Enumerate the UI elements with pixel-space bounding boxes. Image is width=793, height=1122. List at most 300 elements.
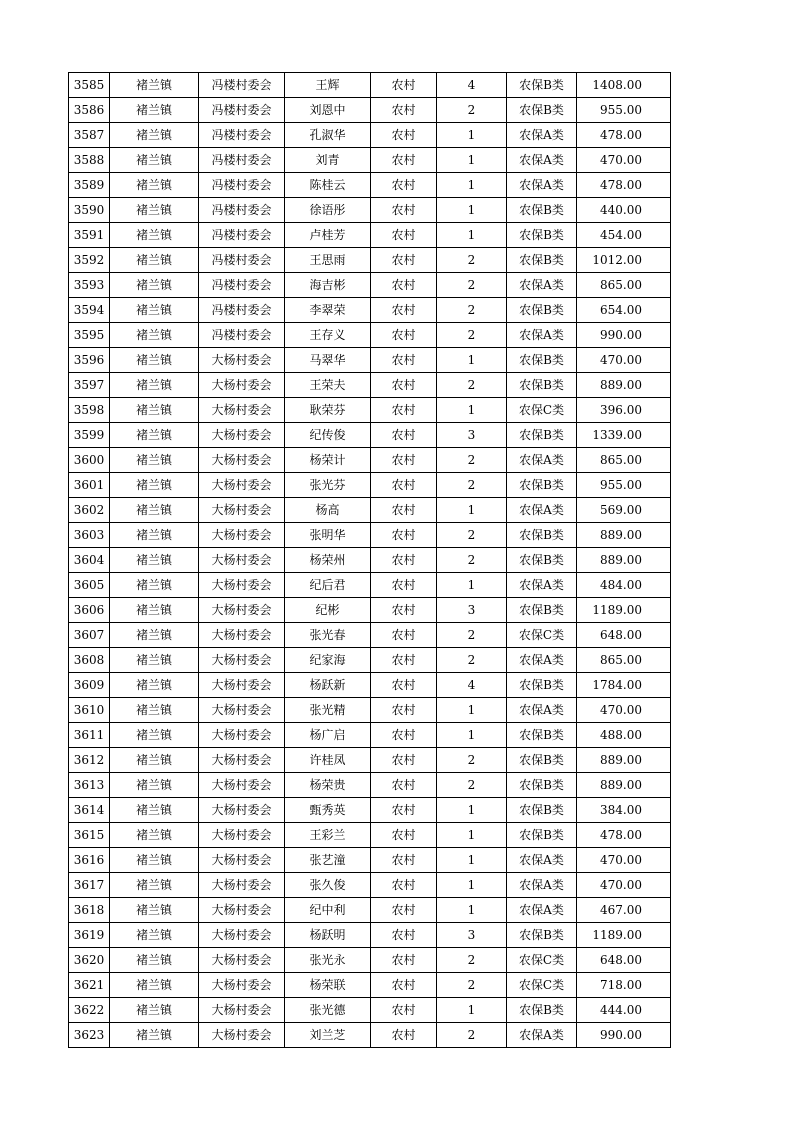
village-committee-cell: 冯楼村委会 xyxy=(199,123,285,148)
insurance-category-cell: 农保A类 xyxy=(507,898,577,923)
serial-number-cell: 3593 xyxy=(69,273,110,298)
household-size-cell: 1 xyxy=(437,823,507,848)
table-row xyxy=(69,148,671,173)
serial-number-cell: 3598 xyxy=(69,398,110,423)
table-row xyxy=(69,398,671,423)
name-cell: 王荣夫 xyxy=(285,373,371,398)
table-row xyxy=(69,623,671,648)
records-table-body xyxy=(69,73,671,1048)
insurance-category-cell: 农保B类 xyxy=(507,73,577,98)
insurance-category-cell: 农保B类 xyxy=(507,223,577,248)
village-committee-cell: 冯楼村委会 xyxy=(199,223,285,248)
town-cell: 褚兰镇 xyxy=(110,748,199,773)
name-cell: 刘青 xyxy=(285,148,371,173)
town-cell: 褚兰镇 xyxy=(110,373,199,398)
table-row xyxy=(69,523,671,548)
household-size-cell: 2 xyxy=(437,748,507,773)
household-size-cell: 4 xyxy=(437,673,507,698)
amount-cell: 467.00 xyxy=(577,898,671,923)
insurance-category-cell: 农保B类 xyxy=(507,998,577,1023)
table-row xyxy=(69,673,671,698)
table-row xyxy=(69,298,671,323)
name-cell: 张光芬 xyxy=(285,473,371,498)
insurance-category-cell: 农保C类 xyxy=(507,398,577,423)
residence-type-cell: 农村 xyxy=(371,748,437,773)
town-cell: 褚兰镇 xyxy=(110,448,199,473)
name-cell: 纪后君 xyxy=(285,573,371,598)
town-cell: 褚兰镇 xyxy=(110,1023,199,1048)
name-cell: 杨荣州 xyxy=(285,548,371,573)
town-cell: 褚兰镇 xyxy=(110,573,199,598)
insurance-category-cell: 农保C类 xyxy=(507,948,577,973)
name-cell: 张光春 xyxy=(285,623,371,648)
serial-number-cell: 3603 xyxy=(69,523,110,548)
name-cell: 杨跃新 xyxy=(285,673,371,698)
household-size-cell: 1 xyxy=(437,173,507,198)
town-cell: 褚兰镇 xyxy=(110,548,199,573)
village-committee-cell: 大杨村委会 xyxy=(199,698,285,723)
name-cell: 刘兰芝 xyxy=(285,1023,371,1048)
name-cell: 刘恩中 xyxy=(285,98,371,123)
household-size-cell: 2 xyxy=(437,648,507,673)
table-row xyxy=(69,98,671,123)
insurance-category-cell: 农保B类 xyxy=(507,748,577,773)
amount-cell: 444.00 xyxy=(577,998,671,1023)
table-row xyxy=(69,198,671,223)
serial-number-cell: 3590 xyxy=(69,198,110,223)
table-row xyxy=(69,773,671,798)
amount-cell: 990.00 xyxy=(577,1023,671,1048)
name-cell: 孔淑华 xyxy=(285,123,371,148)
amount-cell: 1189.00 xyxy=(577,598,671,623)
residence-type-cell: 农村 xyxy=(371,623,437,648)
name-cell: 纪传俊 xyxy=(285,423,371,448)
name-cell: 王存义 xyxy=(285,323,371,348)
amount-cell: 654.00 xyxy=(577,298,671,323)
town-cell: 褚兰镇 xyxy=(110,98,199,123)
serial-number-cell: 3622 xyxy=(69,998,110,1023)
village-committee-cell: 大杨村委会 xyxy=(199,723,285,748)
insurance-category-cell: 农保A类 xyxy=(507,1023,577,1048)
town-cell: 褚兰镇 xyxy=(110,923,199,948)
household-size-cell: 2 xyxy=(437,273,507,298)
name-cell: 杨荣联 xyxy=(285,973,371,998)
residence-type-cell: 农村 xyxy=(371,323,437,348)
insurance-category-cell: 农保B类 xyxy=(507,523,577,548)
amount-cell: 889.00 xyxy=(577,773,671,798)
amount-cell: 1012.00 xyxy=(577,248,671,273)
residence-type-cell: 农村 xyxy=(371,998,437,1023)
serial-number-cell: 3591 xyxy=(69,223,110,248)
insurance-category-cell: 农保A类 xyxy=(507,148,577,173)
table-row xyxy=(69,648,671,673)
insurance-category-cell: 农保B类 xyxy=(507,198,577,223)
village-committee-cell: 冯楼村委会 xyxy=(199,273,285,298)
amount-cell: 470.00 xyxy=(577,698,671,723)
name-cell: 王彩兰 xyxy=(285,823,371,848)
table-row xyxy=(69,498,671,523)
residence-type-cell: 农村 xyxy=(371,398,437,423)
amount-cell: 889.00 xyxy=(577,523,671,548)
town-cell: 褚兰镇 xyxy=(110,298,199,323)
name-cell: 杨荣计 xyxy=(285,448,371,473)
serial-number-cell: 3586 xyxy=(69,98,110,123)
table-row xyxy=(69,848,671,873)
village-committee-cell: 大杨村委会 xyxy=(199,998,285,1023)
amount-cell: 488.00 xyxy=(577,723,671,748)
household-size-cell: 1 xyxy=(437,148,507,173)
residence-type-cell: 农村 xyxy=(371,973,437,998)
insurance-category-cell: 农保B类 xyxy=(507,923,577,948)
household-size-cell: 2 xyxy=(437,973,507,998)
village-committee-cell: 冯楼村委会 xyxy=(199,98,285,123)
village-committee-cell: 大杨村委会 xyxy=(199,573,285,598)
amount-cell: 718.00 xyxy=(577,973,671,998)
town-cell: 褚兰镇 xyxy=(110,948,199,973)
village-committee-cell: 大杨村委会 xyxy=(199,498,285,523)
insurance-category-cell: 农保B类 xyxy=(507,248,577,273)
household-size-cell: 2 xyxy=(437,323,507,348)
village-committee-cell: 大杨村委会 xyxy=(199,748,285,773)
residence-type-cell: 农村 xyxy=(371,73,437,98)
household-size-cell: 2 xyxy=(437,448,507,473)
name-cell: 张久俊 xyxy=(285,873,371,898)
village-committee-cell: 大杨村委会 xyxy=(199,348,285,373)
household-size-cell: 2 xyxy=(437,948,507,973)
household-size-cell: 1 xyxy=(437,698,507,723)
town-cell: 褚兰镇 xyxy=(110,648,199,673)
household-size-cell: 1 xyxy=(437,123,507,148)
table-row xyxy=(69,948,671,973)
serial-number-cell: 3587 xyxy=(69,123,110,148)
village-committee-cell: 大杨村委会 xyxy=(199,423,285,448)
village-committee-cell: 大杨村委会 xyxy=(199,448,285,473)
name-cell: 杨广启 xyxy=(285,723,371,748)
amount-cell: 955.00 xyxy=(577,98,671,123)
serial-number-cell: 3600 xyxy=(69,448,110,473)
name-cell: 陈桂云 xyxy=(285,173,371,198)
residence-type-cell: 农村 xyxy=(371,473,437,498)
town-cell: 褚兰镇 xyxy=(110,398,199,423)
residence-type-cell: 农村 xyxy=(371,773,437,798)
residence-type-cell: 农村 xyxy=(371,198,437,223)
residence-type-cell: 农村 xyxy=(371,823,437,848)
amount-cell: 889.00 xyxy=(577,748,671,773)
name-cell: 马翠华 xyxy=(285,348,371,373)
name-cell: 王思雨 xyxy=(285,248,371,273)
serial-number-cell: 3599 xyxy=(69,423,110,448)
serial-number-cell: 3621 xyxy=(69,973,110,998)
household-size-cell: 1 xyxy=(437,498,507,523)
table-row xyxy=(69,873,671,898)
household-size-cell: 1 xyxy=(437,198,507,223)
residence-type-cell: 农村 xyxy=(371,173,437,198)
amount-cell: 889.00 xyxy=(577,548,671,573)
insurance-category-cell: 农保A类 xyxy=(507,648,577,673)
table-row xyxy=(69,598,671,623)
table-row xyxy=(69,798,671,823)
amount-cell: 1189.00 xyxy=(577,923,671,948)
residence-type-cell: 农村 xyxy=(371,348,437,373)
serial-number-cell: 3597 xyxy=(69,373,110,398)
name-cell: 徐语彤 xyxy=(285,198,371,223)
serial-number-cell: 3611 xyxy=(69,723,110,748)
household-size-cell: 2 xyxy=(437,298,507,323)
residence-type-cell: 农村 xyxy=(371,548,437,573)
table-row xyxy=(69,123,671,148)
village-committee-cell: 大杨村委会 xyxy=(199,848,285,873)
insurance-category-cell: 农保B类 xyxy=(507,373,577,398)
village-committee-cell: 大杨村委会 xyxy=(199,373,285,398)
village-committee-cell: 冯楼村委会 xyxy=(199,73,285,98)
amount-cell: 478.00 xyxy=(577,123,671,148)
serial-number-cell: 3617 xyxy=(69,873,110,898)
insurance-category-cell: 农保A类 xyxy=(507,123,577,148)
table-row xyxy=(69,998,671,1023)
table-row xyxy=(69,448,671,473)
residence-type-cell: 农村 xyxy=(371,698,437,723)
amount-cell: 396.00 xyxy=(577,398,671,423)
town-cell: 褚兰镇 xyxy=(110,123,199,148)
amount-cell: 889.00 xyxy=(577,373,671,398)
town-cell: 褚兰镇 xyxy=(110,848,199,873)
serial-number-cell: 3594 xyxy=(69,298,110,323)
amount-cell: 470.00 xyxy=(577,848,671,873)
name-cell: 张光精 xyxy=(285,698,371,723)
household-size-cell: 1 xyxy=(437,798,507,823)
insurance-category-cell: 农保C类 xyxy=(507,973,577,998)
residence-type-cell: 农村 xyxy=(371,873,437,898)
village-committee-cell: 大杨村委会 xyxy=(199,823,285,848)
table-row xyxy=(69,473,671,498)
town-cell: 褚兰镇 xyxy=(110,723,199,748)
table-row xyxy=(69,348,671,373)
amount-cell: 440.00 xyxy=(577,198,671,223)
insurance-category-cell: 农保A类 xyxy=(507,448,577,473)
household-size-cell: 1 xyxy=(437,898,507,923)
table-row xyxy=(69,323,671,348)
residence-type-cell: 农村 xyxy=(371,898,437,923)
household-size-cell: 3 xyxy=(437,423,507,448)
table-row xyxy=(69,698,671,723)
serial-number-cell: 3620 xyxy=(69,948,110,973)
village-committee-cell: 大杨村委会 xyxy=(199,623,285,648)
serial-number-cell: 3606 xyxy=(69,598,110,623)
insurance-category-cell: 农保A类 xyxy=(507,848,577,873)
insurance-category-cell: 农保A类 xyxy=(507,873,577,898)
insurance-category-cell: 农保B类 xyxy=(507,348,577,373)
insurance-category-cell: 农保B类 xyxy=(507,598,577,623)
residence-type-cell: 农村 xyxy=(371,648,437,673)
table-row xyxy=(69,823,671,848)
insurance-category-cell: 农保B类 xyxy=(507,823,577,848)
residence-type-cell: 农村 xyxy=(371,498,437,523)
table-row xyxy=(69,423,671,448)
town-cell: 褚兰镇 xyxy=(110,673,199,698)
serial-number-cell: 3607 xyxy=(69,623,110,648)
residence-type-cell: 农村 xyxy=(371,298,437,323)
residence-type-cell: 农村 xyxy=(371,373,437,398)
serial-number-cell: 3585 xyxy=(69,73,110,98)
town-cell: 褚兰镇 xyxy=(110,898,199,923)
household-size-cell: 4 xyxy=(437,73,507,98)
serial-number-cell: 3601 xyxy=(69,473,110,498)
insurance-category-cell: 农保B类 xyxy=(507,98,577,123)
town-cell: 褚兰镇 xyxy=(110,248,199,273)
village-committee-cell: 大杨村委会 xyxy=(199,1023,285,1048)
table-row xyxy=(69,223,671,248)
town-cell: 褚兰镇 xyxy=(110,623,199,648)
table-row xyxy=(69,173,671,198)
insurance-category-cell: 农保B类 xyxy=(507,423,577,448)
town-cell: 褚兰镇 xyxy=(110,973,199,998)
name-cell: 杨荣贵 xyxy=(285,773,371,798)
household-size-cell: 1 xyxy=(437,848,507,873)
village-committee-cell: 大杨村委会 xyxy=(199,648,285,673)
amount-cell: 865.00 xyxy=(577,648,671,673)
household-size-cell: 1 xyxy=(437,723,507,748)
residence-type-cell: 农村 xyxy=(371,273,437,298)
residence-type-cell: 农村 xyxy=(371,798,437,823)
serial-number-cell: 3595 xyxy=(69,323,110,348)
household-size-cell: 2 xyxy=(437,773,507,798)
serial-number-cell: 3609 xyxy=(69,673,110,698)
table-row xyxy=(69,573,671,598)
household-size-cell: 2 xyxy=(437,248,507,273)
village-committee-cell: 大杨村委会 xyxy=(199,598,285,623)
insurance-category-cell: 农保C类 xyxy=(507,623,577,648)
town-cell: 褚兰镇 xyxy=(110,823,199,848)
serial-number-cell: 3596 xyxy=(69,348,110,373)
serial-number-cell: 3616 xyxy=(69,848,110,873)
name-cell: 张艺潼 xyxy=(285,848,371,873)
serial-number-cell: 3602 xyxy=(69,498,110,523)
name-cell: 李翠荣 xyxy=(285,298,371,323)
household-size-cell: 2 xyxy=(437,548,507,573)
amount-cell: 470.00 xyxy=(577,873,671,898)
village-committee-cell: 冯楼村委会 xyxy=(199,198,285,223)
name-cell: 张光永 xyxy=(285,948,371,973)
residence-type-cell: 农村 xyxy=(371,523,437,548)
amount-cell: 648.00 xyxy=(577,623,671,648)
town-cell: 褚兰镇 xyxy=(110,148,199,173)
village-committee-cell: 大杨村委会 xyxy=(199,948,285,973)
insurance-category-cell: 农保B类 xyxy=(507,798,577,823)
household-size-cell: 2 xyxy=(437,373,507,398)
amount-cell: 384.00 xyxy=(577,798,671,823)
household-size-cell: 1 xyxy=(437,398,507,423)
serial-number-cell: 3618 xyxy=(69,898,110,923)
village-committee-cell: 大杨村委会 xyxy=(199,673,285,698)
village-committee-cell: 大杨村委会 xyxy=(199,473,285,498)
insurance-category-cell: 农保A类 xyxy=(507,498,577,523)
table-row xyxy=(69,1023,671,1048)
name-cell: 杨高 xyxy=(285,498,371,523)
serial-number-cell: 3592 xyxy=(69,248,110,273)
residence-type-cell: 农村 xyxy=(371,673,437,698)
name-cell: 卢桂芳 xyxy=(285,223,371,248)
town-cell: 褚兰镇 xyxy=(110,73,199,98)
household-size-cell: 1 xyxy=(437,348,507,373)
amount-cell: 484.00 xyxy=(577,573,671,598)
village-committee-cell: 冯楼村委会 xyxy=(199,148,285,173)
table-row xyxy=(69,723,671,748)
name-cell: 纪家海 xyxy=(285,648,371,673)
table-row xyxy=(69,973,671,998)
insurance-category-cell: 农保B类 xyxy=(507,773,577,798)
insurance-category-cell: 农保B类 xyxy=(507,473,577,498)
household-size-cell: 2 xyxy=(437,473,507,498)
name-cell: 许桂凤 xyxy=(285,748,371,773)
amount-cell: 478.00 xyxy=(577,173,671,198)
residence-type-cell: 农村 xyxy=(371,923,437,948)
household-size-cell: 1 xyxy=(437,223,507,248)
residence-type-cell: 农村 xyxy=(371,848,437,873)
amount-cell: 1784.00 xyxy=(577,673,671,698)
village-committee-cell: 大杨村委会 xyxy=(199,873,285,898)
serial-number-cell: 3615 xyxy=(69,823,110,848)
serial-number-cell: 3605 xyxy=(69,573,110,598)
amount-cell: 990.00 xyxy=(577,323,671,348)
serial-number-cell: 3614 xyxy=(69,798,110,823)
insurance-category-cell: 农保A类 xyxy=(507,573,577,598)
village-committee-cell: 大杨村委会 xyxy=(199,923,285,948)
insurance-category-cell: 农保A类 xyxy=(507,173,577,198)
town-cell: 褚兰镇 xyxy=(110,473,199,498)
residence-type-cell: 农村 xyxy=(371,248,437,273)
amount-cell: 454.00 xyxy=(577,223,671,248)
town-cell: 褚兰镇 xyxy=(110,873,199,898)
town-cell: 褚兰镇 xyxy=(110,198,199,223)
serial-number-cell: 3604 xyxy=(69,548,110,573)
residence-type-cell: 农村 xyxy=(371,123,437,148)
name-cell: 海吉彬 xyxy=(285,273,371,298)
town-cell: 褚兰镇 xyxy=(110,273,199,298)
name-cell: 甄秀英 xyxy=(285,798,371,823)
serial-number-cell: 3588 xyxy=(69,148,110,173)
amount-cell: 470.00 xyxy=(577,148,671,173)
table-row xyxy=(69,73,671,98)
household-size-cell: 2 xyxy=(437,1023,507,1048)
residence-type-cell: 农村 xyxy=(371,223,437,248)
name-cell: 王辉 xyxy=(285,73,371,98)
amount-cell: 865.00 xyxy=(577,448,671,473)
household-size-cell: 3 xyxy=(437,923,507,948)
household-size-cell: 1 xyxy=(437,573,507,598)
town-cell: 褚兰镇 xyxy=(110,998,199,1023)
table-row xyxy=(69,898,671,923)
household-size-cell: 1 xyxy=(437,998,507,1023)
household-size-cell: 2 xyxy=(437,623,507,648)
town-cell: 褚兰镇 xyxy=(110,173,199,198)
serial-number-cell: 3612 xyxy=(69,748,110,773)
serial-number-cell: 3589 xyxy=(69,173,110,198)
village-committee-cell: 冯楼村委会 xyxy=(199,248,285,273)
serial-number-cell: 3608 xyxy=(69,648,110,673)
name-cell: 纪中利 xyxy=(285,898,371,923)
insurance-category-cell: 农保B类 xyxy=(507,723,577,748)
table-row xyxy=(69,748,671,773)
residence-type-cell: 农村 xyxy=(371,148,437,173)
name-cell: 张光德 xyxy=(285,998,371,1023)
name-cell: 耿荣芬 xyxy=(285,398,371,423)
household-size-cell: 1 xyxy=(437,873,507,898)
insurance-category-cell: 农保B类 xyxy=(507,548,577,573)
town-cell: 褚兰镇 xyxy=(110,798,199,823)
amount-cell: 569.00 xyxy=(577,498,671,523)
name-cell: 纪彬 xyxy=(285,598,371,623)
serial-number-cell: 3613 xyxy=(69,773,110,798)
